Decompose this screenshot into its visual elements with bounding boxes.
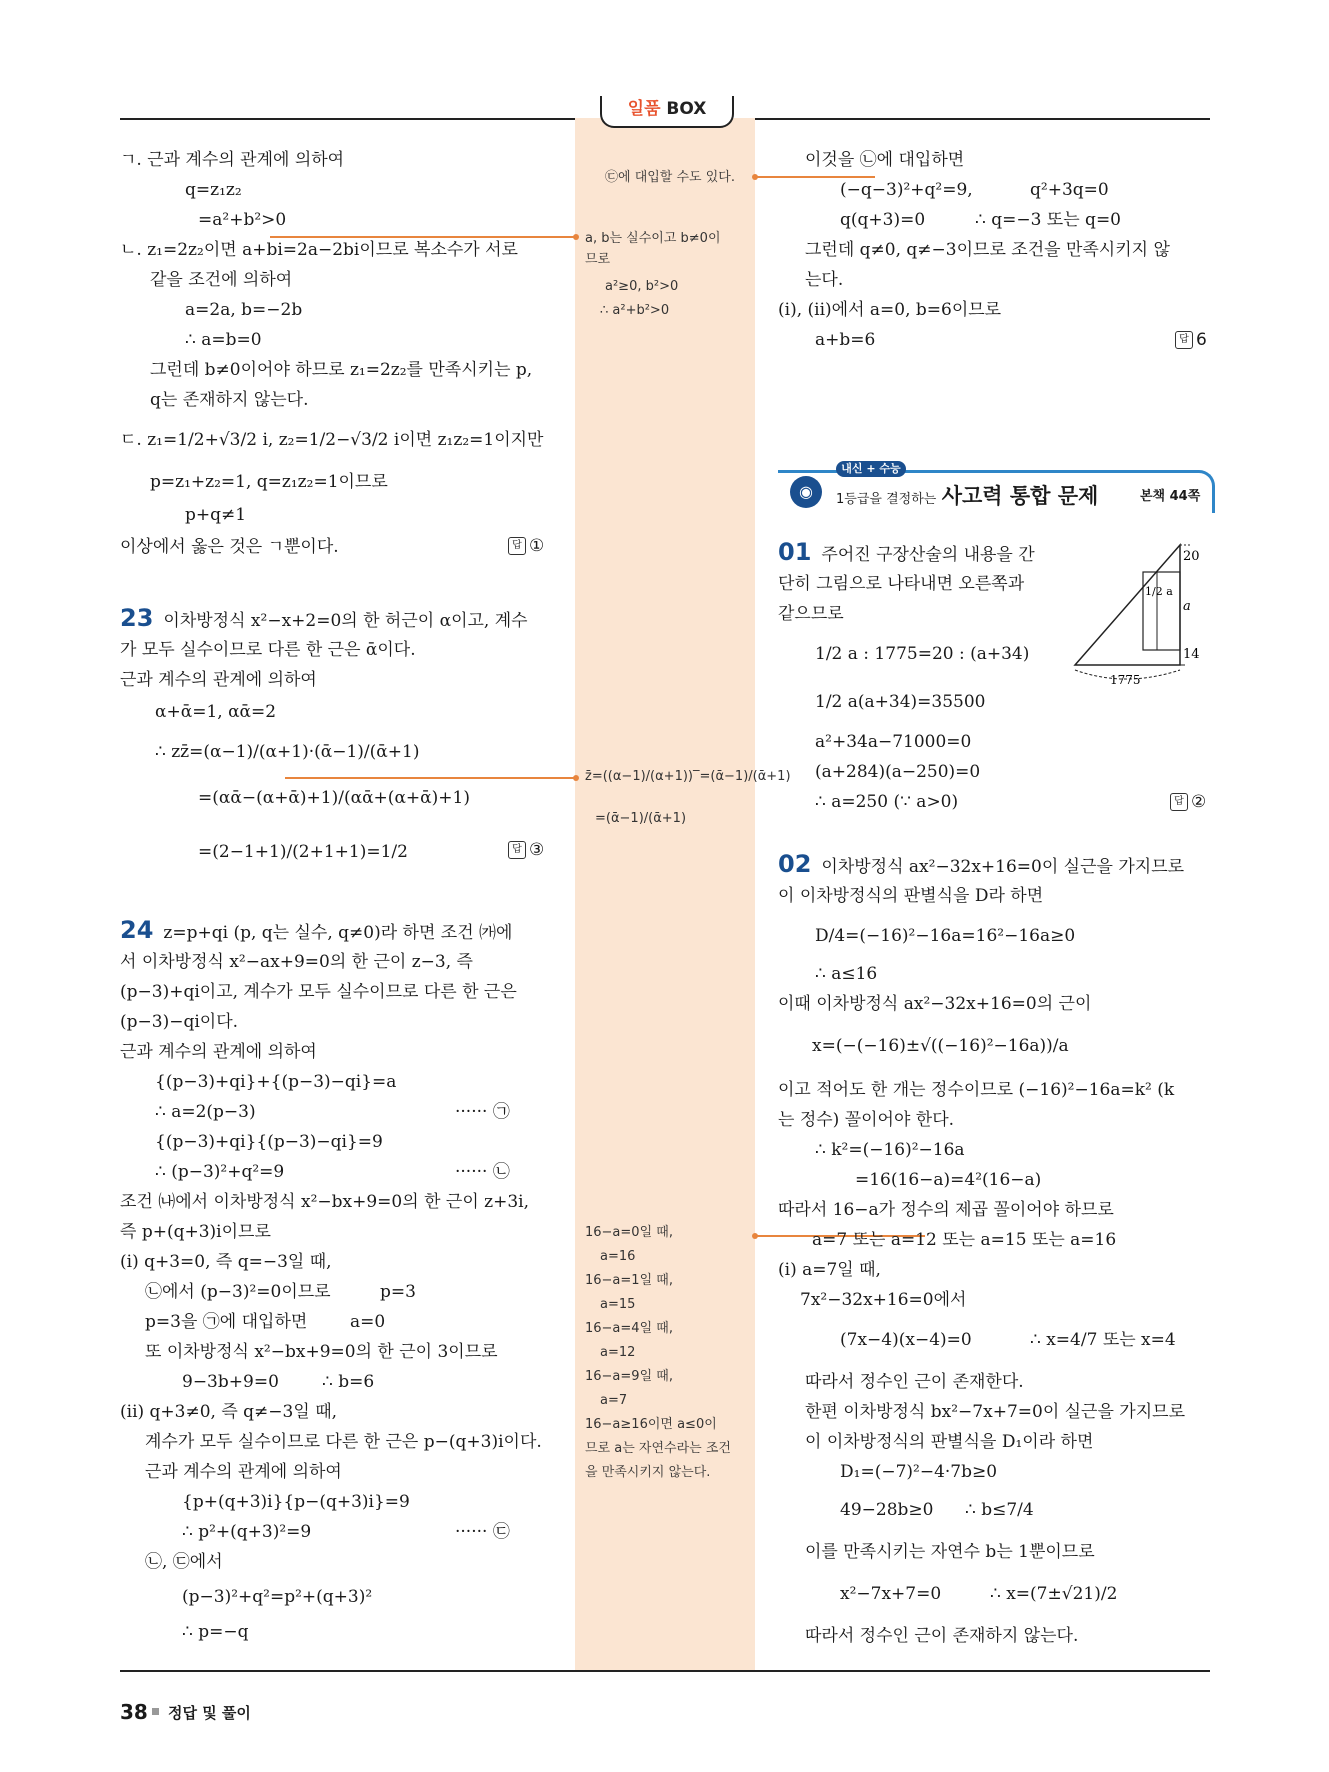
text-line: {(p−3)+qi}+{(p−3)−qi}=a	[155, 1072, 397, 1092]
text-line: ∴ a≤16	[815, 964, 878, 984]
answer-icon: 답	[1170, 793, 1188, 811]
text-line: (i) a=7일 때,	[778, 1260, 881, 1280]
box-note: 므로 a는 자연수라는 조건	[585, 1441, 731, 1456]
box-note: a=15	[600, 1297, 636, 1312]
text-line: =(2−1+1)/(2+1+1)=1/2	[198, 842, 408, 862]
box-note: z̄=((α−1)/(α+1))‾=(ᾱ−1)/(ᾱ+1)	[585, 769, 791, 784]
footer-separator	[152, 1708, 159, 1715]
text-line: 이고 적어도 한 개는 정수이므로 (−16)²−16a=k² (k	[778, 1080, 1175, 1100]
text-line: (p−3)+qi이고, 계수가 모두 실수이므로 다른 한 근은	[120, 982, 517, 1002]
equation-marker: ······ ㉢	[455, 1522, 510, 1542]
text-line: 조건 ㈏에서 이차방정식 x²−bx+9=0의 한 근이 z+3i,	[120, 1192, 530, 1212]
answer-01: 답 ②	[1170, 792, 1206, 812]
text-line: (a+284)(a−250)=0	[815, 762, 981, 782]
text-line: 그런데 q≠0, q≠−3이므로 조건을 만족시키지 않	[805, 240, 1170, 260]
box-note: a=7	[600, 1393, 628, 1408]
text-line: ∴ x=(7±√21)/2	[990, 1584, 1118, 1604]
figure-label-1775: 1775	[1110, 673, 1141, 687]
text-line: 서 이차방정식 x²−ax+9=0의 한 근이 z−3, 즉	[120, 952, 473, 972]
text-line: ∴ p²+(q+3)²=9	[182, 1522, 312, 1542]
figure-label-half-a: 1/2 a	[1145, 585, 1173, 598]
footer-title: 정답 및 풀이	[168, 1704, 251, 1722]
text-line: p=3	[380, 1282, 416, 1302]
text-line: ㄷ. z₁=1/2+√3/2 i, z₂=1/2−√3/2 i이면 z₁z₂=1이지만	[120, 430, 544, 450]
text-line: {(p−3)+qi}{(p−3)−qi}=9	[155, 1132, 383, 1152]
problem-number: 24	[120, 916, 154, 944]
text-line: a=7 또는 a=12 또는 a=15 또는 a=16	[812, 1230, 1117, 1250]
text-line: q²+3q=0	[1030, 180, 1109, 200]
text-line: (i) q+3=0, 즉 q=−3일 때,	[120, 1252, 332, 1272]
text-line: 가 모두 실수이므로 다른 한 근은 ᾱ이다.	[120, 640, 416, 660]
text-line: D₁=(−7)²−4·7b≥0	[840, 1462, 998, 1482]
banner-page-ref: 본책 44쪽	[1140, 489, 1201, 504]
answer-23: 답 ③	[508, 840, 544, 860]
text-line: ∴ x=4/7 또는 x=4	[1030, 1330, 1176, 1350]
text-line: (7x−4)(x−4)=0	[840, 1330, 972, 1350]
text-line: 따라서 정수인 근이 존재하지 않는다.	[805, 1626, 1079, 1646]
box-note: 16−a=0일 때,	[585, 1225, 673, 1240]
text-line: p=3을 ㉠에 대입하면	[145, 1312, 308, 1332]
text-line: 이상에서 옳은 것은 ㄱ뿐이다.	[120, 537, 339, 557]
text-line: ∴ k²=(−16)²−16a	[815, 1140, 965, 1160]
text-line: a=0	[350, 1312, 386, 1332]
text-line: 는 정수) 꼴이어야 한다.	[778, 1110, 955, 1130]
text-line: 한편 이차방정식 bx²−7x+7=0이 실근을 가지므로	[805, 1402, 1185, 1422]
figure-label-20: 20	[1183, 549, 1200, 564]
text-line: 이를 만족시키는 자연수 b는 1뿐이므로	[805, 1542, 1095, 1562]
problem-number: 23	[120, 604, 154, 632]
text-line: ∴ b=6	[322, 1372, 375, 1392]
text-line: {p+(q+3)i}{p−(q+3)i}=9	[182, 1492, 410, 1512]
text-line: (p−3)²+q²=p²+(q+3)²	[182, 1587, 373, 1607]
box-note: a=16	[600, 1249, 636, 1264]
box-note: 16−a=4일 때,	[585, 1321, 673, 1336]
text-line: (p−3)−qi이다.	[120, 1012, 239, 1032]
text-line: ㉡, ㉢에서	[145, 1552, 223, 1572]
text-line: =(αᾱ−(α+ᾱ)+1)/(αᾱ+(α+ᾱ)+1)	[198, 788, 470, 808]
text-line: 즉 p+(q+3)i이므로	[120, 1222, 271, 1242]
answer-icon: 답	[1175, 331, 1193, 349]
problem-number: 02	[778, 850, 812, 878]
box-note: =(ᾱ−1)/(ᾱ+1)	[595, 811, 687, 826]
text-line: q는 존재하지 않는다.	[150, 390, 309, 410]
text-line: 근과 계수의 관계에 의하여	[120, 670, 317, 690]
box-note: 16−a≥16이면 a≤0이	[585, 1417, 717, 1432]
box-note: a=12	[600, 1345, 636, 1360]
figure-label-a: a	[1183, 599, 1191, 614]
box-note: ㉢에 대입할 수도 있다.	[605, 170, 735, 185]
text-line: 9−3b+9=0	[182, 1372, 279, 1392]
answer-24: 답 6	[1175, 330, 1207, 350]
box-note: 을 만족시키지 않는다.	[585, 1465, 711, 1480]
text-line: ∴ q=−3 또는 q=0	[975, 210, 1122, 230]
text-line: p+q≠1	[185, 505, 247, 525]
box-note: a, b는 실수이고 b≠0이	[585, 231, 721, 246]
text-line: 그런데 b≠0이어야 하므로 z₁=2z₂를 만족시키는 p,	[150, 360, 533, 380]
text-line: 또 이차방정식 x²−bx+9=0의 한 근이 3이므로	[145, 1342, 498, 1362]
text-line: a²+34a−71000=0	[815, 732, 972, 752]
box-note: 16−a=9일 때,	[585, 1369, 673, 1384]
bottom-rule	[120, 1670, 1210, 1672]
text-line: 따라서 16−a가 정수의 제곱 꼴이어야 하므로	[778, 1200, 1114, 1220]
text-line: ㉡에서 (p−3)²=0이므로	[145, 1282, 331, 1302]
equation-marker: ······ ㉡	[455, 1162, 510, 1182]
text-line: ∴ zz̄=(α−1)/(α+1)·(ᾱ−1)/(ᾱ+1)	[155, 742, 420, 762]
connector-line	[270, 236, 576, 238]
text-line: 따라서 정수인 근이 존재한다.	[805, 1372, 1024, 1392]
problem-number: 01	[778, 538, 812, 566]
text-line: ㄱ. 근과 계수의 관계에 의하여	[120, 150, 345, 170]
text-line: 이 이차방정식의 판별식을 D₁이라 하면	[805, 1432, 1094, 1452]
text-line: 49−28b≥0	[840, 1500, 934, 1520]
text-line: ㄴ. z₁=2z₂이면 a+bi=2a−2bi이므로 복소수가 서로	[120, 240, 518, 260]
text-line: 같을 조건에 의하여	[150, 270, 293, 290]
text-line: 이 이차방정식의 판별식을 D라 하면	[778, 886, 1044, 906]
answer-22: 답 ①	[508, 536, 544, 556]
problem-24-line: 24 z=p+qi (p, q는 실수, q≠0)라 하면 조건 ㈎에	[120, 916, 513, 944]
box-note: a²≥0, b²>0	[605, 279, 679, 294]
text-line: 같으므로	[778, 604, 844, 624]
connector-line	[285, 777, 575, 779]
text-line: x²−7x+7=0	[840, 1584, 942, 1604]
figure-inner-square	[1157, 572, 1180, 650]
text-line: 는다.	[805, 270, 844, 290]
figure-triangle	[1075, 545, 1180, 665]
text-line: 7x²−32x+16=0에서	[800, 1290, 967, 1310]
text-line: 단히 그림으로 나타내면 오른쪽과	[778, 574, 1025, 594]
geometry-figure	[1065, 530, 1215, 690]
text-line: 1/2 a(a+34)=35500	[815, 692, 986, 712]
text-line: 이것을 ㉡에 대입하면	[805, 150, 965, 170]
equation-marker: ······ ㉠	[455, 1102, 510, 1122]
box-logo: 일품 BOX	[600, 96, 734, 128]
text-line: p=z₁+z₂=1, q=z₁z₂=1이므로	[150, 472, 388, 492]
text-line: (ii) q+3≠0, 즉 q≠−3일 때,	[120, 1402, 338, 1422]
text-line: a+b=6	[815, 330, 876, 350]
text-line: 1/2 a : 1775=20 : (a+34)	[815, 644, 1030, 664]
problem-23-line: 23 이차방정식 x²−x+2=0의 한 허근이 α이고, 계수	[120, 604, 528, 632]
text-line: (−q−3)²+q²=9,	[840, 180, 973, 200]
text-line: x=(−(−16)±√((−16)²−16a))/a	[812, 1036, 1069, 1056]
text-line: ∴ (p−3)²+q²=9	[155, 1162, 285, 1182]
banner-pill: 내신 + 수능	[836, 461, 906, 477]
banner-title: 1등급을 결정하는 사고력 통합 문제	[836, 484, 1099, 508]
text-line: =16(16−a)=4²(16−a)	[855, 1170, 1042, 1190]
text-line: α+ᾱ=1, αᾱ=2	[155, 702, 277, 722]
figure-square	[1143, 572, 1180, 650]
text-line: =a²+b²>0	[198, 210, 287, 230]
box-note: 므로	[585, 252, 611, 267]
text-line: ∴ a=250 (∵ a>0)	[815, 792, 959, 812]
text-line: q(q+3)=0	[840, 210, 926, 230]
text-line: ∴ a=2(p−3)	[155, 1102, 256, 1122]
text-line: ∴ a=b=0	[185, 330, 262, 350]
answer-icon: 답	[508, 841, 526, 859]
text-line: ∴ b≤7/4	[965, 1500, 1034, 1520]
answer-icon: 답	[508, 537, 526, 555]
page-number: 38	[120, 1700, 148, 1724]
text-line: 근과 계수의 관계에 의하여	[120, 1042, 317, 1062]
box-note: 16−a=1일 때,	[585, 1273, 673, 1288]
figure-label-14: 14	[1183, 647, 1200, 662]
text-line: q=z₁z₂	[185, 180, 242, 200]
box-note: ∴ a²+b²>0	[600, 303, 670, 318]
text-line: 이때 이차방정식 ax²−32x+16=0의 근이	[778, 994, 1092, 1014]
text-line: ∴ p=−q	[182, 1622, 249, 1642]
brain-icon: ◉	[790, 476, 822, 508]
text-line: 계수가 모두 실수이므로 다른 한 근은 p−(q+3)i이다.	[145, 1432, 542, 1452]
text-line: 근과 계수의 관계에 의하여	[145, 1462, 342, 1482]
text-line: (i), (ii)에서 a=0, b=6이므로	[778, 300, 1002, 320]
text-line: D/4=(−16)²−16a=16²−16a≥0	[815, 926, 1076, 946]
text-line: a=2a, b=−2b	[185, 300, 303, 320]
question-02-line: 02 이차방정식 ax²−32x+16=0이 실근을 가지므로	[778, 850, 1185, 878]
question-01-line: 01 주어진 구장산술의 내용을 간	[778, 538, 1035, 566]
